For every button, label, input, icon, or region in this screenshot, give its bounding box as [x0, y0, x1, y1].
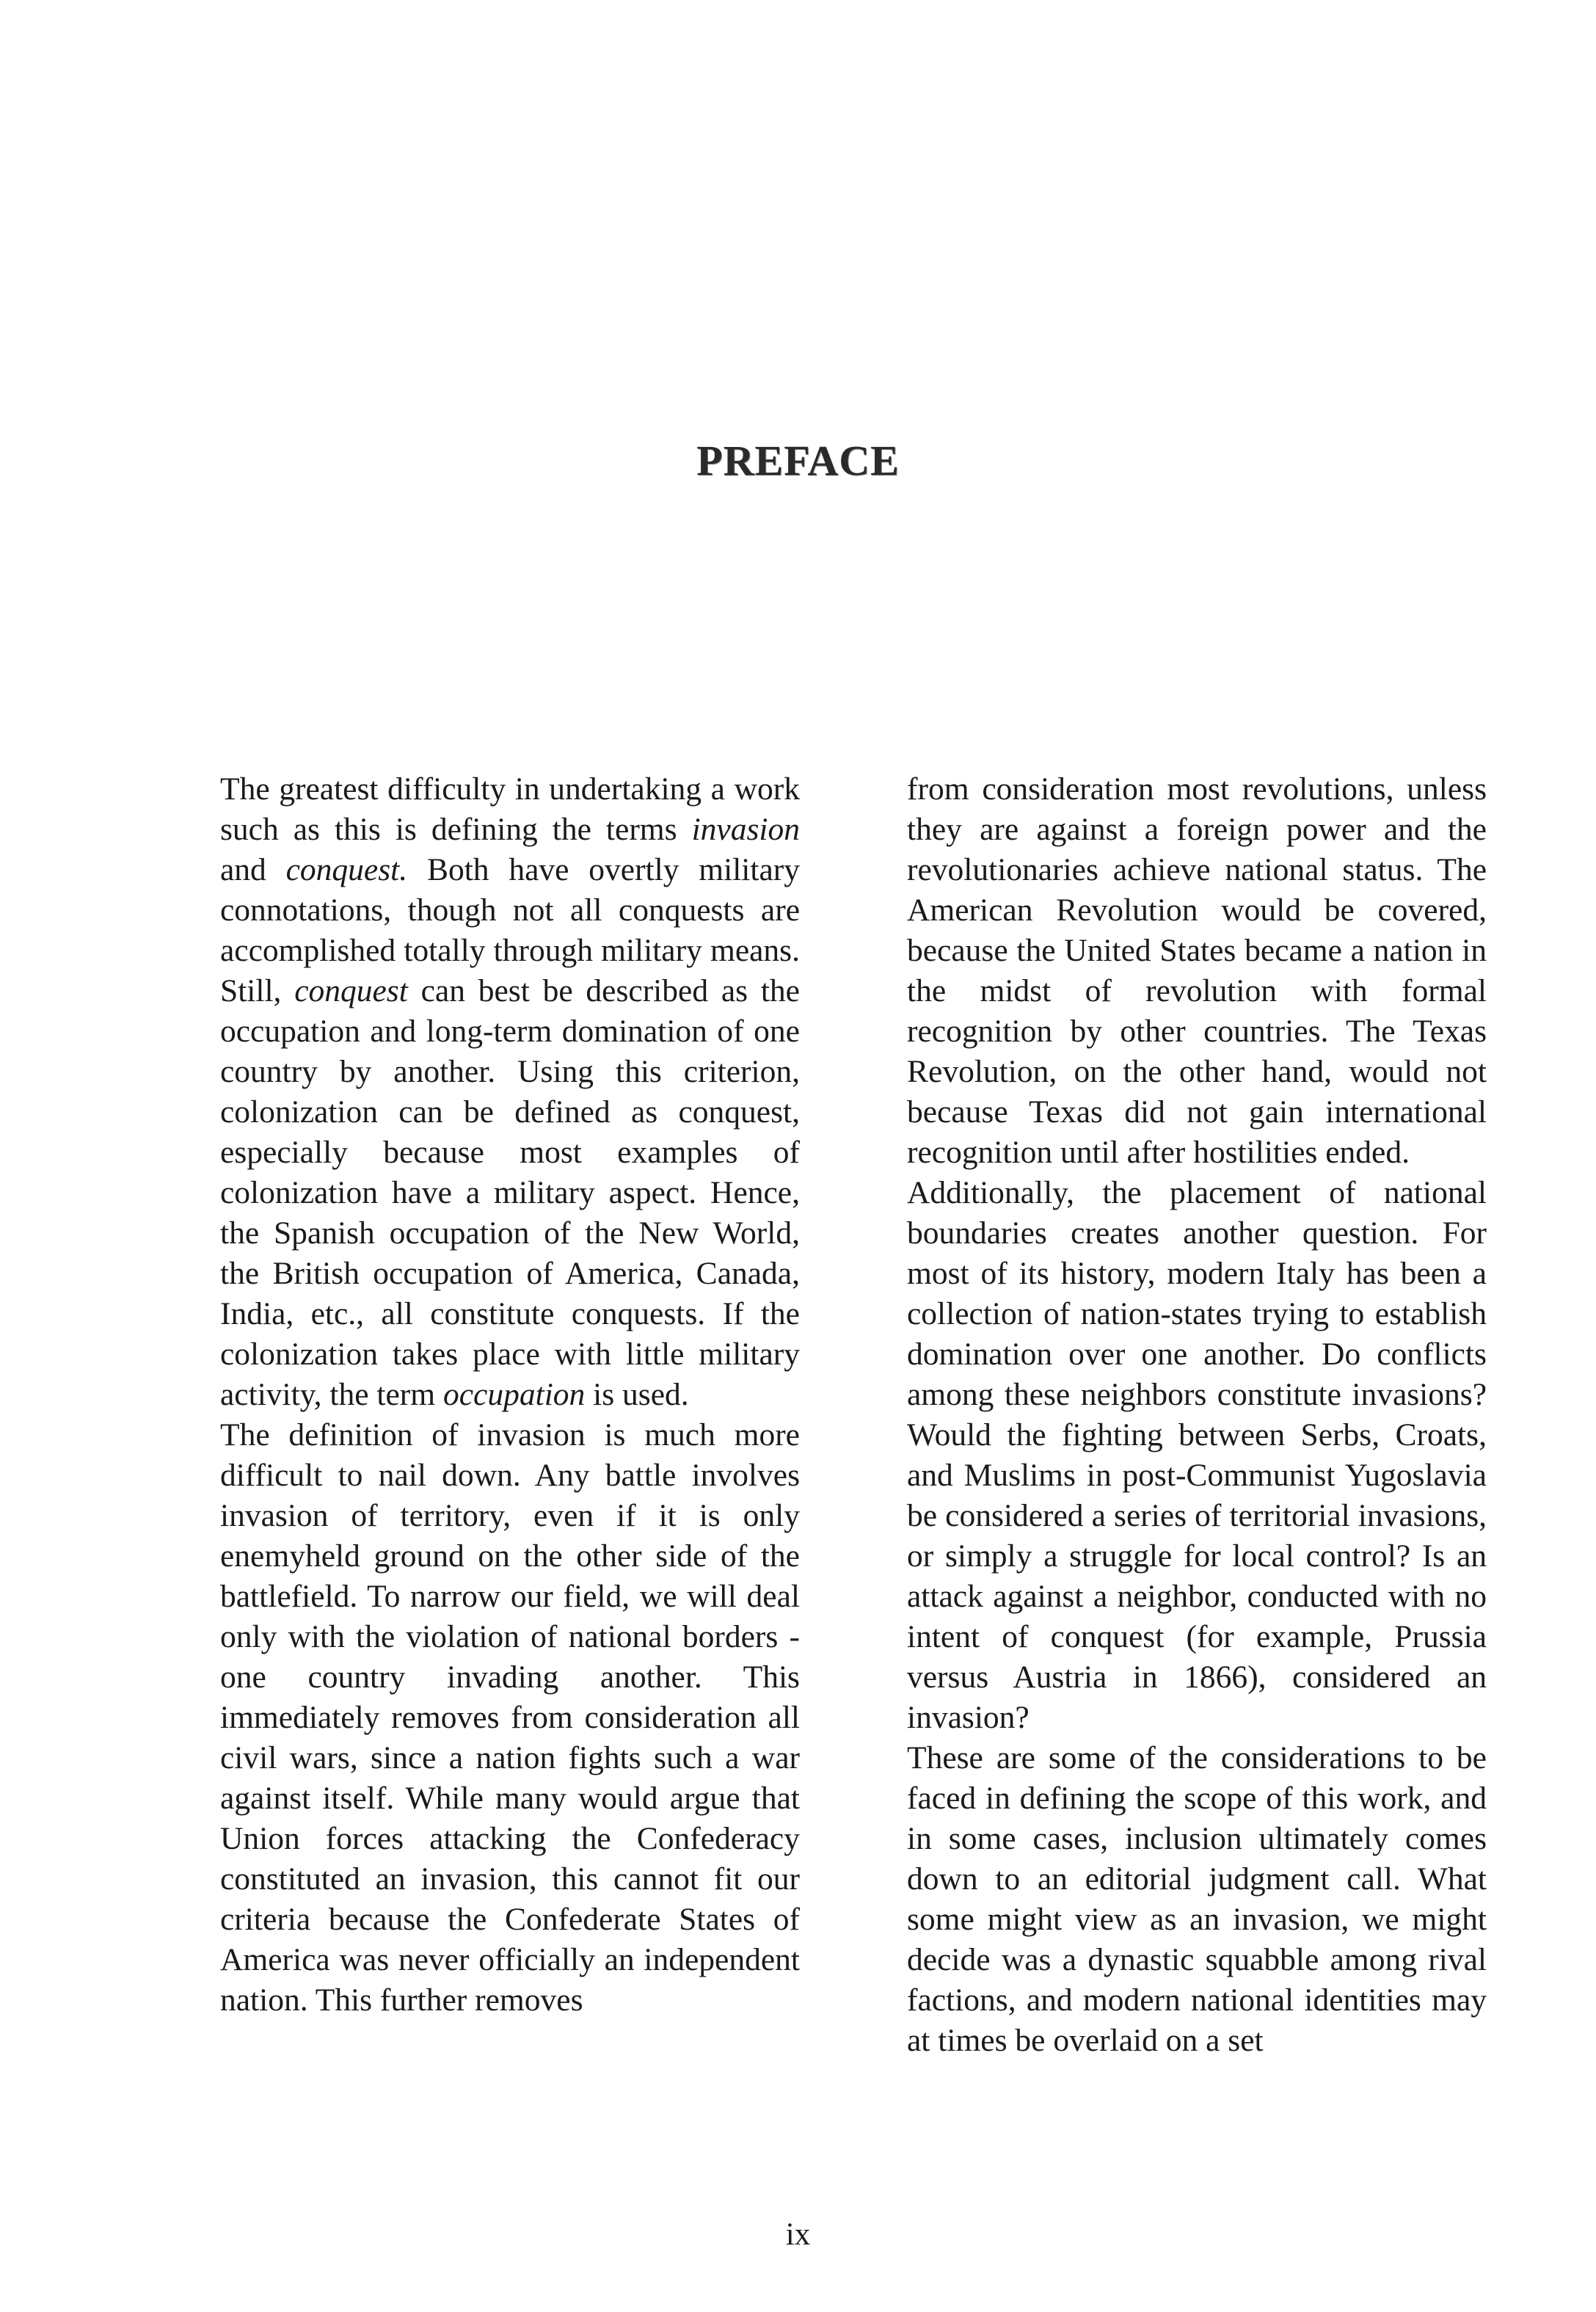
text-run: Both have overtly military connotations, though not all conquests are accomplished totally through military means. Still, [220, 852, 801, 1008]
text-run: and [220, 852, 286, 887]
paragraph: These are some of the considerations to be faced in defining the scope of this work, and in some cases, inclusion ultimately comes down to an editorial judgment call. What some might view as an invasion, we might decide was a dynastic squabble among rival factions, and modern national identities may at times be overlaid on a set [907, 1740, 1487, 2058]
paragraph: The definition of invasion is much more difficult to nail down. Any battle involves invasion of territory, even if it is only enemyheld ground on the other side of the battlefield. To narrow our field, we will deal only with the violation of national borders - one country invading another. This immediately removes from consideration all civil wars, since a nation fights such a war against itself. While many would argue that Union forces attacking the Confederacy constituted an invasion, this cannot fit our criteria because the Confederate States of America was never officially an independent nation. This further removes [220, 1417, 800, 2018]
italic-term: occupation [443, 1377, 586, 1412]
text-run: is used. [585, 1377, 689, 1412]
right-column [907, 769, 1487, 2061]
text-run: The greatest difficulty in undertaking a work such as this is defining the terms [220, 771, 800, 847]
page-number: ix [785, 2217, 811, 2252]
paragraph: Additionally, the placement of national boundaries creates another question. For most of its history, modern Italy has been a collection of nation-states trying to establish domination over one another. Do conflicts among these neighbors constitute invasions? Would the fighting between Serbs, Croats, and Muslims in post-Communist Yugoslavia be considered a series of territorial invasions, or simply a struggle for local control? Is an attack against a neighbor, conducted with no intent of conquest (for example, Prussia versus Austria in 1866), considered an invasion? [907, 1175, 1487, 1735]
italic-term: invasion [691, 812, 800, 847]
page-title: PREFACE [696, 437, 900, 484]
text-run: can best be described as the occupation and long-term domination of one country by another. Using this criterion, colonization can be defined as conquest, especially because most examples of colonization have a military aspect. Hence, the Spanish occupation of the New World, the British occupation of America, Canada, India, etc., all constitute conquests. If the colonization takes place with little military activity, the term [220, 973, 800, 1412]
paragraph [220, 769, 800, 1415]
italic-term: conquest [294, 973, 408, 1008]
italic-term: conquest. [285, 852, 408, 887]
left-column [220, 769, 800, 2021]
paragraph: from consideration most revolutions, unless they are against a foreign power and the revolutionaries achieve national status. The American Revolution would be covered, because the United States became a nation in the midst of revolution with formal recognition by other countries. The Texas Revolution, on the other hand, would not because Texas did not gain international recognition until after hostilities ended. [907, 771, 1487, 1170]
